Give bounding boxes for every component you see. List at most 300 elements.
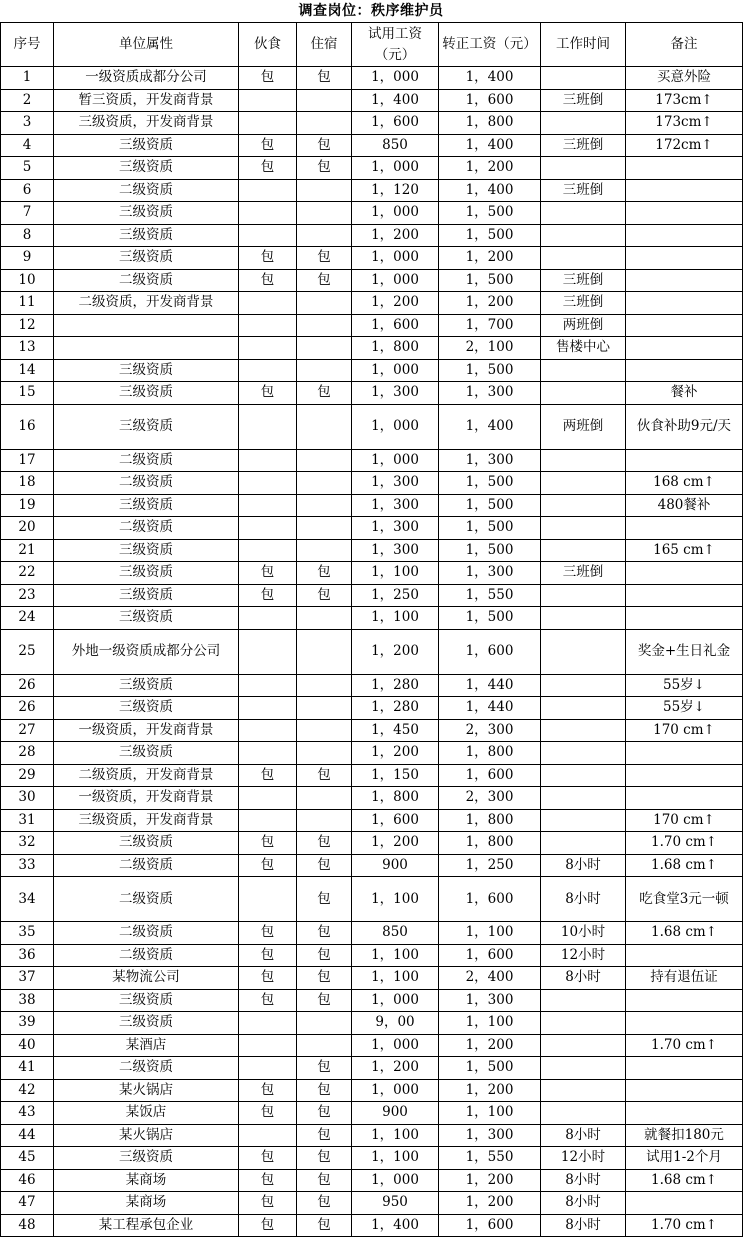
cell-food	[239, 494, 297, 517]
cell-lodging	[297, 112, 352, 135]
cell-unit: 二级资质	[54, 179, 239, 202]
cell-unit: 某酒店	[54, 1034, 239, 1057]
cell-hours: 8小时	[541, 854, 626, 877]
cell-lodging: 包	[297, 1214, 352, 1237]
cell-note: 就餐扣180元	[626, 1124, 743, 1147]
cell-hours: 三班倒	[541, 134, 626, 157]
cell-note	[626, 989, 743, 1012]
cell-trial-wage: 1，300	[352, 517, 439, 540]
cell-regular-wage: 1，550	[439, 1147, 541, 1170]
cell-food	[239, 472, 297, 495]
cell-unit: 三级资质，开发商背景	[54, 809, 239, 832]
cell-regular-wage: 2，300	[439, 787, 541, 810]
table-row	[1, 1057, 743, 1080]
cell-regular-wage: 1，800	[439, 809, 541, 832]
cell-hours	[541, 629, 626, 674]
cell-hours	[541, 112, 626, 135]
cell-hours: 售楼中心	[541, 337, 626, 360]
cell-unit: 二级资质	[54, 922, 239, 945]
cell-regular-wage: 1，440	[439, 674, 541, 697]
cell-no: 7	[1, 202, 54, 225]
cell-lodging: 包	[297, 584, 352, 607]
cell-hours: 8小时	[541, 967, 626, 990]
cell-food	[239, 787, 297, 810]
cell-food: 包	[239, 967, 297, 990]
cell-trial-wage: 1，100	[352, 1147, 439, 1170]
cell-unit: 某饭店	[54, 1102, 239, 1125]
cell-note: 1.70 cm↑	[626, 1034, 743, 1057]
cell-unit: 三级资质	[54, 247, 239, 270]
cell-note	[626, 202, 743, 225]
table-row	[1, 809, 743, 832]
table-row	[1, 1102, 743, 1125]
cell-unit: 一级资质成都分公司	[54, 67, 239, 90]
table-row	[1, 539, 743, 562]
cell-hours	[541, 1012, 626, 1035]
cell-food	[239, 337, 297, 360]
cell-unit: 二级资质，开发商背景	[54, 764, 239, 787]
table-row	[1, 1214, 743, 1237]
cell-lodging: 包	[297, 1147, 352, 1170]
cell-unit: 三级资质	[54, 674, 239, 697]
cell-food: 包	[239, 1169, 297, 1192]
cell-unit: 三级资质	[54, 584, 239, 607]
cell-no: 29	[1, 764, 54, 787]
cell-regular-wage: 1，800	[439, 742, 541, 765]
cell-unit: 二级资质	[54, 877, 239, 922]
cell-lodging	[297, 359, 352, 382]
cell-note: 奖金+生日礼金	[626, 629, 743, 674]
cell-unit: 三级资质	[54, 202, 239, 225]
cell-regular-wage: 1，300	[439, 382, 541, 405]
cell-hours	[541, 224, 626, 247]
cell-trial-wage: 1，280	[352, 674, 439, 697]
cell-regular-wage: 1，500	[439, 517, 541, 540]
header-food: 伙食	[239, 23, 297, 67]
cell-no: 42	[1, 1079, 54, 1102]
cell-food	[239, 697, 297, 720]
cell-hours	[541, 472, 626, 495]
header-regular-wage: 转正工资（元）	[439, 23, 541, 67]
cell-lodging: 包	[297, 967, 352, 990]
cell-trial-wage: 1，100	[352, 607, 439, 630]
cell-trial-wage: 1，800	[352, 337, 439, 360]
cell-food	[239, 517, 297, 540]
table-row	[1, 674, 743, 697]
cell-trial-wage: 1，000	[352, 269, 439, 292]
cell-unit: 三级资质	[54, 697, 239, 720]
cell-note	[626, 517, 743, 540]
cell-trial-wage: 1，000	[352, 359, 439, 382]
cell-lodging	[297, 449, 352, 472]
cell-unit: 二级资质	[54, 944, 239, 967]
header-lodging: 住宿	[297, 23, 352, 67]
table-row	[1, 337, 743, 360]
cell-note: 55岁↓	[626, 674, 743, 697]
cell-unit: 三级资质	[54, 1147, 239, 1170]
cell-no: 26	[1, 697, 54, 720]
cell-lodging	[297, 472, 352, 495]
cell-lodging: 包	[297, 832, 352, 855]
cell-no: 8	[1, 224, 54, 247]
cell-hours: 三班倒	[541, 89, 626, 112]
cell-trial-wage: 1，000	[352, 989, 439, 1012]
cell-no: 16	[1, 404, 54, 449]
cell-trial-wage: 1，300	[352, 382, 439, 405]
cell-hours	[541, 1079, 626, 1102]
cell-trial-wage: 1，100	[352, 877, 439, 922]
cell-unit: 三级资质	[54, 224, 239, 247]
table-row	[1, 134, 743, 157]
cell-no: 40	[1, 1034, 54, 1057]
header-row	[1, 23, 743, 67]
table-row	[1, 562, 743, 585]
cell-trial-wage: 1，600	[352, 112, 439, 135]
cell-note	[626, 269, 743, 292]
cell-food	[239, 629, 297, 674]
cell-trial-wage: 1，100	[352, 562, 439, 585]
cell-unit: 某火锅店	[54, 1124, 239, 1147]
cell-regular-wage: 1，300	[439, 989, 541, 1012]
table-row	[1, 1079, 743, 1102]
cell-unit: 二级资质	[54, 517, 239, 540]
table-body	[1, 67, 743, 1237]
cell-lodging	[297, 809, 352, 832]
cell-note: 170 cm↑	[626, 809, 743, 832]
cell-unit: 三级资质，开发商背景	[54, 112, 239, 135]
cell-regular-wage: 1，800	[439, 112, 541, 135]
cell-no: 25	[1, 629, 54, 674]
cell-lodging: 包	[297, 1124, 352, 1147]
cell-lodging: 包	[297, 1169, 352, 1192]
table-row	[1, 157, 743, 180]
cell-no: 22	[1, 562, 54, 585]
cell-no: 15	[1, 382, 54, 405]
cell-note: 480餐补	[626, 494, 743, 517]
cell-no: 47	[1, 1192, 54, 1215]
cell-hours	[541, 202, 626, 225]
table-row	[1, 742, 743, 765]
table-row	[1, 1124, 743, 1147]
cell-trial-wage: 1，400	[352, 1214, 439, 1237]
cell-hours: 三班倒	[541, 269, 626, 292]
cell-hours: 三班倒	[541, 292, 626, 315]
cell-trial-wage: 1，600	[352, 314, 439, 337]
cell-food: 包	[239, 922, 297, 945]
cell-trial-wage: 1，200	[352, 1057, 439, 1080]
header-hours: 工作时间	[541, 23, 626, 67]
table-row	[1, 944, 743, 967]
cell-regular-wage: 1，440	[439, 697, 541, 720]
cell-lodging: 包	[297, 1192, 352, 1215]
table-row	[1, 89, 743, 112]
cell-hours: 12小时	[541, 1147, 626, 1170]
cell-trial-wage: 850	[352, 922, 439, 945]
cell-food	[239, 607, 297, 630]
cell-regular-wage: 1，500	[439, 494, 541, 517]
table-row	[1, 472, 743, 495]
cell-regular-wage: 1，100	[439, 1012, 541, 1035]
cell-regular-wage: 1，200	[439, 157, 541, 180]
cell-hours: 三班倒	[541, 179, 626, 202]
cell-no: 1	[1, 67, 54, 90]
cell-note	[626, 764, 743, 787]
cell-note	[626, 224, 743, 247]
cell-note: 173cm↑	[626, 112, 743, 135]
cell-note	[626, 1102, 743, 1125]
cell-unit: 三级资质	[54, 382, 239, 405]
cell-hours: 三班倒	[541, 562, 626, 585]
cell-note	[626, 607, 743, 630]
cell-note: 172cm↑	[626, 134, 743, 157]
cell-unit: 一级资质，开发商背景	[54, 787, 239, 810]
cell-trial-wage: 1，000	[352, 1169, 439, 1192]
cell-note	[626, 247, 743, 270]
cell-regular-wage: 1，400	[439, 67, 541, 90]
cell-note: 173cm↑	[626, 89, 743, 112]
cell-lodging	[297, 1034, 352, 1057]
cell-lodging: 包	[297, 1057, 352, 1080]
cell-unit: 某工程承包企业	[54, 1214, 239, 1237]
cell-lodging: 包	[297, 922, 352, 945]
cell-lodging	[297, 494, 352, 517]
cell-lodging	[297, 404, 352, 449]
cell-hours	[541, 67, 626, 90]
cell-trial-wage: 1，600	[352, 809, 439, 832]
cell-unit: 二级资质	[54, 472, 239, 495]
cell-hours: 10小时	[541, 922, 626, 945]
cell-no: 3	[1, 112, 54, 135]
cell-lodging	[297, 539, 352, 562]
cell-lodging: 包	[297, 877, 352, 922]
cell-lodging	[297, 179, 352, 202]
cell-lodging: 包	[297, 157, 352, 180]
cell-food	[239, 359, 297, 382]
cell-trial-wage: 1，800	[352, 787, 439, 810]
cell-food: 包	[239, 1192, 297, 1215]
cell-unit: 二级资质	[54, 269, 239, 292]
cell-food	[239, 112, 297, 135]
cell-no: 5	[1, 157, 54, 180]
cell-trial-wage: 1，200	[352, 292, 439, 315]
cell-unit: 一级资质，开发商背景	[54, 719, 239, 742]
table-row	[1, 179, 743, 202]
cell-regular-wage: 1，200	[439, 1079, 541, 1102]
cell-food: 包	[239, 944, 297, 967]
cell-hours	[541, 584, 626, 607]
cell-food: 包	[239, 584, 297, 607]
table-row	[1, 697, 743, 720]
table-row	[1, 719, 743, 742]
cell-hours	[541, 719, 626, 742]
cell-food: 包	[239, 247, 297, 270]
cell-no: 24	[1, 607, 54, 630]
cell-food	[239, 314, 297, 337]
cell-food	[239, 1034, 297, 1057]
cell-unit: 二级资质	[54, 1057, 239, 1080]
cell-regular-wage: 1，400	[439, 404, 541, 449]
cell-no: 34	[1, 877, 54, 922]
cell-no: 30	[1, 787, 54, 810]
cell-lodging: 包	[297, 1102, 352, 1125]
cell-food	[239, 719, 297, 742]
table-row	[1, 584, 743, 607]
cell-note	[626, 1057, 743, 1080]
table-row	[1, 607, 743, 630]
table-row	[1, 67, 743, 90]
cell-note: 餐补	[626, 382, 743, 405]
cell-lodging: 包	[297, 989, 352, 1012]
cell-unit: 三级资质	[54, 157, 239, 180]
cell-lodging	[297, 89, 352, 112]
cell-no: 39	[1, 1012, 54, 1035]
cell-unit: 外地一级资质成都分公司	[54, 629, 239, 674]
cell-trial-wage: 1，300	[352, 472, 439, 495]
cell-hours: 8小时	[541, 1214, 626, 1237]
table-row	[1, 269, 743, 292]
cell-hours: 8小时	[541, 1124, 626, 1147]
cell-trial-wage: 1，000	[352, 449, 439, 472]
cell-food: 包	[239, 562, 297, 585]
cell-lodging	[297, 292, 352, 315]
cell-hours	[541, 382, 626, 405]
cell-no: 18	[1, 472, 54, 495]
cell-no: 10	[1, 269, 54, 292]
cell-regular-wage: 1，600	[439, 877, 541, 922]
cell-note: 165 cm↑	[626, 539, 743, 562]
table-row	[1, 224, 743, 247]
cell-no: 38	[1, 989, 54, 1012]
table-row	[1, 494, 743, 517]
table-row	[1, 877, 743, 922]
cell-hours	[541, 607, 626, 630]
cell-no: 26	[1, 674, 54, 697]
cell-hours: 8小时	[541, 1192, 626, 1215]
cell-no: 45	[1, 1147, 54, 1170]
cell-no: 13	[1, 337, 54, 360]
cell-no: 44	[1, 1124, 54, 1147]
cell-regular-wage: 1，500	[439, 1057, 541, 1080]
cell-hours	[541, 787, 626, 810]
cell-food	[239, 292, 297, 315]
cell-no: 14	[1, 359, 54, 382]
cell-unit: 某商场	[54, 1169, 239, 1192]
cell-trial-wage: 1，250	[352, 584, 439, 607]
cell-no: 41	[1, 1057, 54, 1080]
cell-note: 1.68 cm↑	[626, 922, 743, 945]
header-no: 序号	[1, 23, 54, 67]
cell-lodging	[297, 517, 352, 540]
cell-food	[239, 1012, 297, 1035]
cell-unit: 三级资质	[54, 359, 239, 382]
cell-regular-wage: 1，300	[439, 449, 541, 472]
cell-note	[626, 562, 743, 585]
cell-hours	[541, 494, 626, 517]
cell-no: 48	[1, 1214, 54, 1237]
cell-no: 28	[1, 742, 54, 765]
cell-regular-wage: 1，500	[439, 539, 541, 562]
cell-lodging: 包	[297, 269, 352, 292]
cell-regular-wage: 1，200	[439, 1169, 541, 1192]
cell-note: 1.68 cm↑	[626, 1169, 743, 1192]
table-row	[1, 292, 743, 315]
cell-food	[239, 179, 297, 202]
cell-note	[626, 292, 743, 315]
cell-no: 23	[1, 584, 54, 607]
cell-no: 17	[1, 449, 54, 472]
cell-note: 168 cm↑	[626, 472, 743, 495]
cell-trial-wage: 1，000	[352, 67, 439, 90]
cell-hours	[541, 1057, 626, 1080]
cell-lodging	[297, 202, 352, 225]
cell-trial-wage: 9，00	[352, 1012, 439, 1035]
cell-food: 包	[239, 1079, 297, 1102]
cell-note	[626, 1012, 743, 1035]
cell-food: 包	[239, 832, 297, 855]
cell-unit	[54, 314, 239, 337]
cell-note: 买意外险	[626, 67, 743, 90]
cell-hours	[541, 247, 626, 270]
cell-hours	[541, 809, 626, 832]
cell-food	[239, 674, 297, 697]
cell-no: 9	[1, 247, 54, 270]
cell-trial-wage: 1，300	[352, 494, 439, 517]
cell-lodging: 包	[297, 1079, 352, 1102]
cell-regular-wage: 1，200	[439, 1034, 541, 1057]
cell-note: 170 cm↑	[626, 719, 743, 742]
table-row	[1, 832, 743, 855]
table-row	[1, 359, 743, 382]
cell-note: 吃食堂3元一顿	[626, 877, 743, 922]
cell-food	[239, 742, 297, 765]
cell-note	[626, 359, 743, 382]
cell-trial-wage: 1，450	[352, 719, 439, 742]
cell-trial-wage: 850	[352, 134, 439, 157]
cell-unit: 某火锅店	[54, 1079, 239, 1102]
table-row	[1, 1192, 743, 1215]
table-row	[1, 112, 743, 135]
cell-unit: 三级资质	[54, 134, 239, 157]
table-row	[1, 854, 743, 877]
cell-food: 包	[239, 382, 297, 405]
cell-hours: 8小时	[541, 1169, 626, 1192]
cell-food	[239, 224, 297, 247]
cell-regular-wage: 1，100	[439, 922, 541, 945]
cell-regular-wage: 1，300	[439, 562, 541, 585]
cell-hours: 12小时	[541, 944, 626, 967]
cell-regular-wage: 1，600	[439, 764, 541, 787]
cell-regular-wage: 1，500	[439, 224, 541, 247]
cell-food: 包	[239, 1102, 297, 1125]
cell-food: 包	[239, 854, 297, 877]
table-row	[1, 967, 743, 990]
cell-note	[626, 179, 743, 202]
cell-lodging	[297, 607, 352, 630]
cell-lodging	[297, 1012, 352, 1035]
cell-trial-wage: 1，280	[352, 697, 439, 720]
cell-food	[239, 1057, 297, 1080]
cell-no: 2	[1, 89, 54, 112]
cell-trial-wage: 1，200	[352, 742, 439, 765]
cell-unit: 三级资质	[54, 494, 239, 517]
table-row	[1, 247, 743, 270]
table-row	[1, 517, 743, 540]
cell-lodging	[297, 674, 352, 697]
cell-food: 包	[239, 269, 297, 292]
cell-regular-wage: 1，400	[439, 134, 541, 157]
cell-regular-wage: 1，600	[439, 89, 541, 112]
cell-food	[239, 1124, 297, 1147]
